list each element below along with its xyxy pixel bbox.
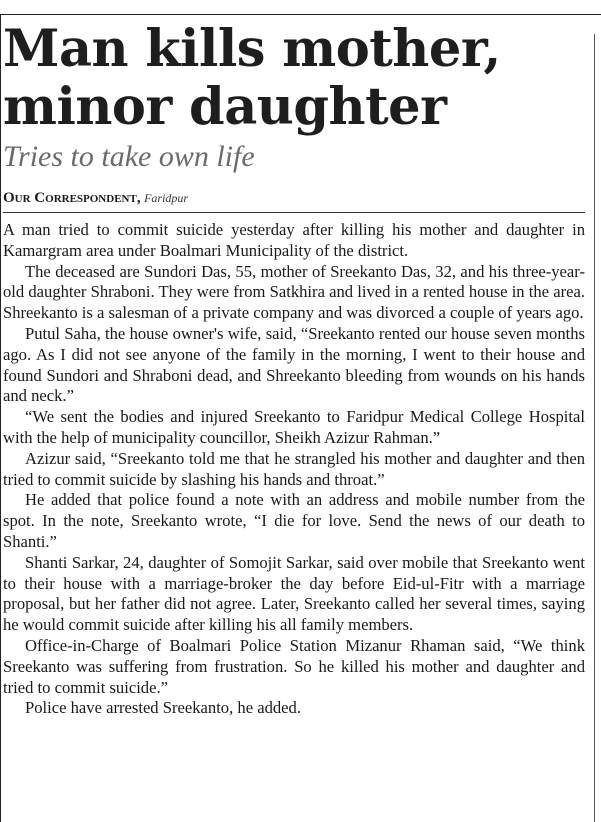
subheadline: Tries to take own life [3, 140, 255, 173]
left-rule [0, 14, 1, 822]
headline [3, 20, 585, 136]
paragraph: He added that police found a note with an address and mobile number from the spot. In the note, Sreekanto wrote, “I die for love. Send the news of our death to Shanti.” [3, 490, 585, 551]
paragraph: The deceased are Sundori Das, 55, mother of Sreekanto Das, 32, and his three-year-old daughter Shraboni. They were from Satkhira and lived in a rented house in the area. Shreekanto is a salesman of a private company and was divorced a couple of years ago. [3, 261, 585, 323]
byline [3, 190, 585, 213]
top-rule [0, 14, 601, 15]
byline-author: Our Correspondent, [3, 190, 141, 206]
column-rule [594, 34, 595, 822]
paragraph: Office-in-Charge of Boalmari Police Station Mizanur Rhaman said, “We think Sreekanto was suffering from frustration. So he killed his mother and daughter and tried to commit suicide.” [3, 635, 585, 697]
paragraph: “We sent the bodies and injured Sreekanto to Faridpur Medical College Hospital with the help of municipality councillor, Sheikh Azizur Rahman.” [3, 407, 585, 447]
byline-location: Faridpur [144, 191, 189, 205]
paragraph: A man tried to commit suicide yesterday after killing his mother and daughter in Kamargram area under Boalmari Municipality of the district. [3, 220, 585, 260]
paragraph: Putul Saha, the house owner's wife, said, “Sreekanto rented our house seven months ago. As I did not see anyone of the family in the morning, I went to their house and found Sundori and Shraboni dead, and Shreekanto bleeding from wounds on his hands and neck.” [3, 323, 585, 406]
headline-line-1: Man kills mother, [3, 19, 501, 79]
headline-line-2: minor daughter [3, 77, 447, 137]
paragraph: Azizur said, “Sreekanto told me that he strangled his mother and daughter and then tried to commit suicide by slashing his hands and throat.” [3, 448, 585, 489]
article-body [3, 220, 585, 719]
paragraph: Police have arrested Sreekanto, he added. [25, 698, 301, 718]
news-article [3, 20, 585, 719]
paragraph: Shanti Sarkar, 24, daughter of Somojit Sarkar, said over mobile that Sreekanto went to their house with a marriage-broker the day before Eid-ul-Fitr with a marriage proposal, but her father did not agree. Later, Sreekanto called her several times, saying he would commit suicide after killing his all family members. [3, 552, 585, 635]
